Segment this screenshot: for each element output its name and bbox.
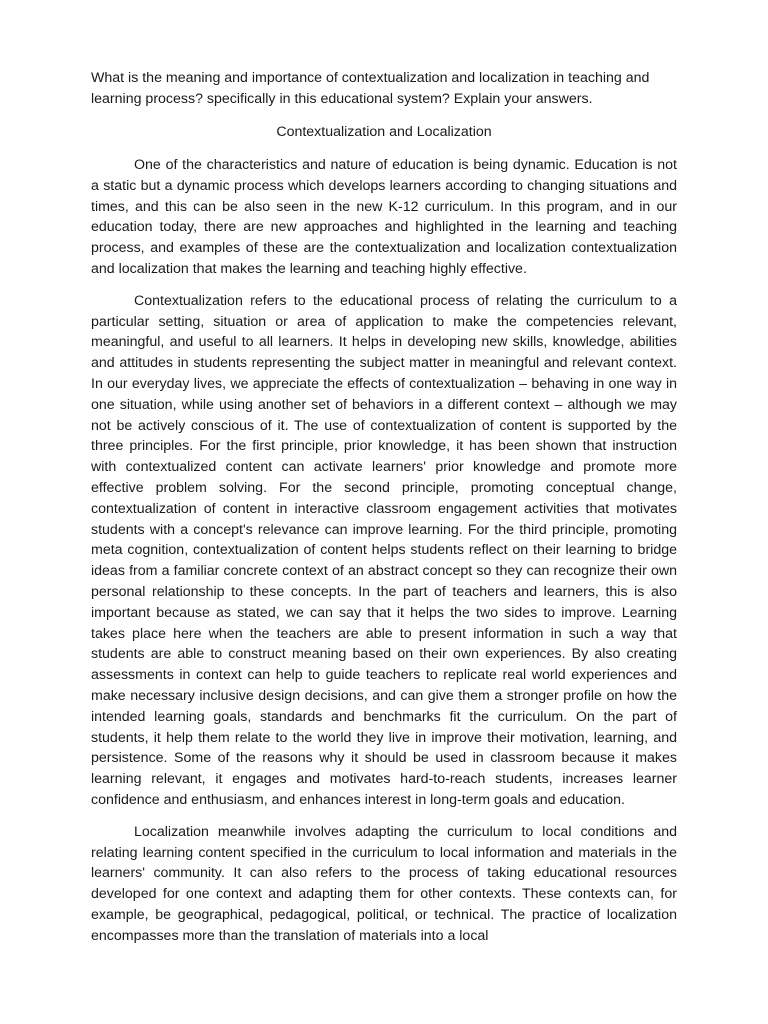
question-text: What is the meaning and importance of contextualization and localization in teaching and learning process? specifically in this educational system? Explain your answers. (91, 70, 650, 107)
paragraph-contextualization: Contextualization refers to the educational process of relating the curriculum to a particular setting, situation or area of application to make the competencies relevant, meaningful, and useful to all learners. It helps in developing new skills, knowledge, abilities and attitudes in students representing the subject matter in meaningful and relevant context. In our everyday lives, we appreciate the effects of contextualization – behaving in one way in one situation, while using another set of behaviors in a different context – although we may not be actively conscious of it. The use of contextualization of content is supported by the three principles. For the first principle, prior knowledge, it has been shown that instruction with contextualized content can activate learners' prior knowledge and promote more effective problem solving. For the second principle, promoting conceptual change, contextualization of content in interactive classroom engagement activities that motivates students with a concept's relevance can improve learning. For the third principle, promoting meta cognition, contextualization of content helps students reflect on their learning to bridge ideas from a familiar concrete context of an abstract concept so they can recognize their own personal relationship to these concepts. In the part of teachers and learners, this is also important because as stated, we can say that it helps the two sides to improve. Learning takes place here when the teachers are able to present information in such a way that students are able to construct meaning based on their own experiences. By also creating assessments in context can help to guide teachers to replicate real world experiences and make necessary inclusive design decisions, and can give them a stronger profile on how the intended learning goals, standards and benchmarks fit the curriculum. On the part of students, it help them relate to the world they live in improve their motivation, learning, and persistence. Some of the reasons why it should be used in classroom because it makes learning relevant, it engages and motivates hard-to-reach students, increases learner confidence and enthusiasm, and enhances interest in long-term goals and education. (91, 292, 677, 808)
document-page (91, 68, 677, 957)
paragraph-localization: Localization meanwhile involves adapting the curriculum to local conditions and relating learning content specified in the curriculum to local information and materials in the learners' community. It can also refers to the process of taking educational resources developed for one context and adapting them for other contexts. These contexts can, for example, be geographical, pedagogical, political, or technical. The practice of localization encompasses more than the translation of materials into a local (91, 823, 677, 944)
paragraph-intro: One of the characteristics and nature of education is being dynamic. Education is not a static but a dynamic process which develops learners according to changing situations and times, and this can be also seen in the new K-12 curriculum. In this program, and in our education today, there are new approaches and highlighted in the learning and teaching process, and examples of these are the contextualization and localization contextualization and localization that makes the learning and teaching highly effective. (91, 157, 677, 277)
document-title: Contextualization and Localization (276, 124, 492, 140)
